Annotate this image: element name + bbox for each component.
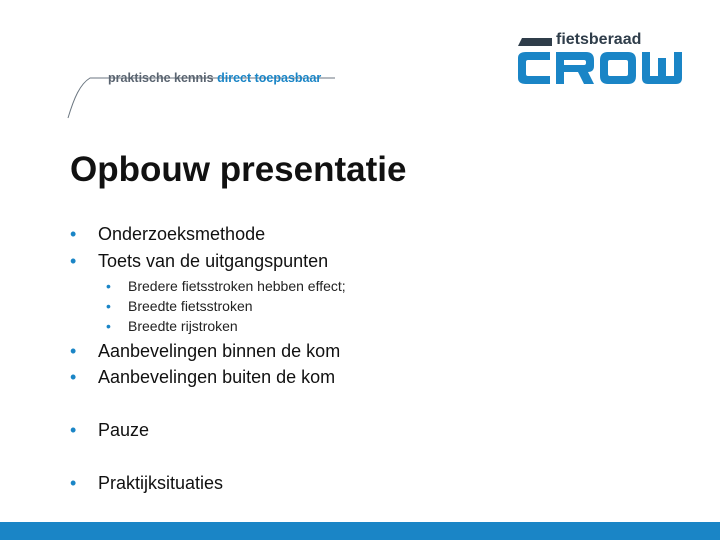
bullet-marker: •: [70, 367, 77, 387]
sub-bullet-text: Breedte rijstroken: [128, 318, 238, 334]
header-tagline: [108, 71, 321, 85]
tagline-part-2: direct toepasbaar: [217, 71, 322, 85]
bullet-marker: •: [70, 224, 77, 244]
bullet-text: Toets van de uitgangspunten: [98, 251, 329, 271]
footer-accent-bar: [0, 522, 720, 540]
bullet-text: Aanbevelingen buiten de kom: [98, 367, 336, 387]
bullet-marker: •: [70, 420, 77, 440]
sub-bullet-text: Bredere fietsstroken hebben effect;: [128, 278, 346, 294]
logo-wordmark: [516, 48, 686, 88]
tagline-part-1: praktische kennis: [108, 71, 214, 85]
bullet-marker: •: [106, 298, 111, 314]
bullet-marker: •: [106, 318, 111, 334]
bullet-text: Aanbevelingen binnen de kom: [98, 341, 341, 361]
bullet-marker: •: [70, 473, 77, 493]
slide-title: Opbouw presentatie: [70, 150, 407, 189]
bullet-marker: •: [106, 278, 111, 294]
bullet-marker: •: [70, 251, 77, 271]
bullet-text: Praktijksituaties: [98, 473, 224, 493]
sub-bullet-text: Breedte fietsstroken: [128, 298, 253, 314]
logo-brand-text: fietsberaad: [556, 31, 642, 48]
bullet-text: Pauze: [98, 420, 150, 440]
bullet-text: Onderzoeksmethode: [98, 224, 266, 244]
tagline-swoosh-graphic: [60, 58, 340, 120]
bullet-marker: •: [70, 341, 77, 361]
